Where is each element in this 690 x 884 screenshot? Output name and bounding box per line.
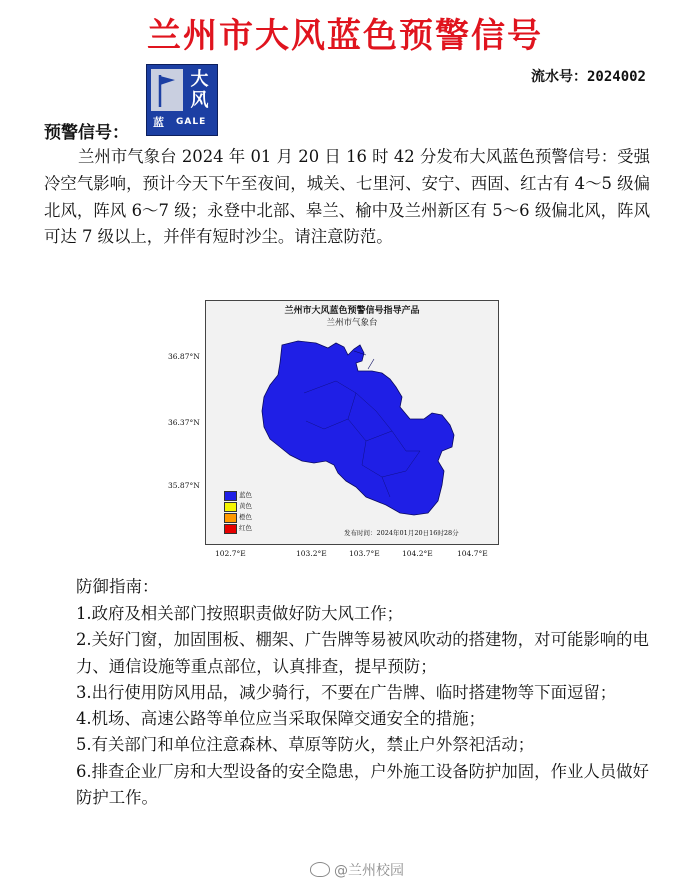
guide-list <box>76 601 652 811</box>
watermark-text: @兰州校园 <box>334 863 404 879</box>
guide-item: 2.关好门窗，加固围板、棚架、广告牌等易被风吹动的搭建物，对可能影响的电力、通信设施等重点部位，认真排查，提早预防； <box>76 630 649 676</box>
legend-label: 蓝色 <box>239 491 252 499</box>
longitude-label: 104.2°E <box>402 549 433 558</box>
signal-label: 预警信号： <box>44 123 129 143</box>
icon-level-char: 蓝 <box>153 116 164 129</box>
map-subtitle: 兰州市气象台 <box>326 318 378 328</box>
guide-item: 5.有关部门和单位注意森林、草原等防火，禁止户外祭祀活动； <box>76 735 535 755</box>
legend-label: 橙色 <box>239 513 252 521</box>
legend-swatch-red <box>224 524 237 534</box>
guide-item: 3.出行使用防风用品，减少骑行，不要在广告牌、临时搭建物等下面逗留； <box>76 682 617 702</box>
blue-gale-warning-icon <box>146 64 218 136</box>
legend-swatch-yellow <box>224 502 237 512</box>
latitude-label: 36.37°N <box>168 418 200 427</box>
warning-text: 兰州市气象台 2024 年 01 月 20 日 16 时 42 分发布大风蓝色预警信号：受强冷空气影响，预计今天下午至夜间，城关、七里河、安宁、西固、红古有 4～5 级偏北风，阵风 6～7 级；永登中北部、皋兰、榆中及兰州新区有 5～6 级偏北风，阵风可达 7 级以上，并伴有短时沙尘。请注意防范。 <box>44 147 650 247</box>
legend-swatch-blue <box>224 491 237 501</box>
guide-title: 防御指南： <box>76 577 159 596</box>
legend-label: 红色 <box>239 524 252 532</box>
page-title: 兰州市大风蓝色预警信号 <box>147 16 543 56</box>
longitude-label: 104.7°E <box>457 549 488 558</box>
warning-map <box>205 300 499 545</box>
longitude-label: 102.7°E <box>215 549 246 558</box>
longitude-label: 103.2°E <box>296 549 327 558</box>
release-time: 发布时间：2024年01月20日16时28分 <box>344 529 459 537</box>
icon-char-bottom: 风 <box>190 90 209 111</box>
icon-char-top: 大 <box>190 69 209 90</box>
legend-label: 黄色 <box>239 502 252 510</box>
serial-number: 流水号：2024002 <box>530 69 646 85</box>
latitude-label: 35.87°N <box>168 481 200 490</box>
map-title: 兰州市大风蓝色预警信号指导产品 <box>284 306 420 316</box>
legend-swatch-orange <box>224 513 237 523</box>
icon-english-label: GALE <box>176 117 207 127</box>
latitude-label: 36.87°N <box>168 352 200 361</box>
longitude-label: 103.7°E <box>349 549 380 558</box>
wind-flag-icon <box>151 69 183 111</box>
weibo-logo-icon <box>310 862 330 877</box>
guide-item: 1.政府及相关部门按照职责做好防大风工作； <box>76 604 404 623</box>
guide-item: 4.机场、高速公路等单位应当采取保障交通安全的措施； <box>76 709 486 729</box>
guide-item: 6.排查企业厂房和大型设备的安全隐患，户外施工设备防护加固，作业人员做好防护工作。 <box>76 761 649 808</box>
watermark <box>310 860 404 880</box>
